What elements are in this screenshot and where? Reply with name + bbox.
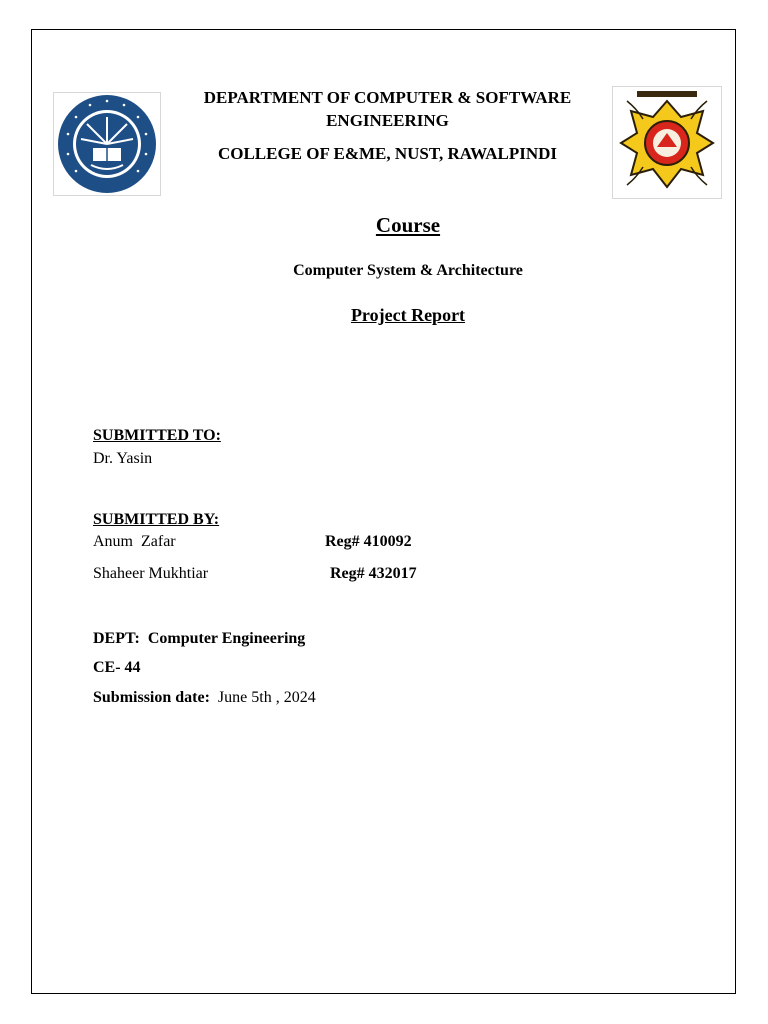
submission-date-label: Submission date: [93, 689, 210, 706]
nust-seal-icon [54, 93, 160, 195]
batch-line: CE- 44 [93, 659, 141, 676]
college-title: COLLEGE OF E&ME, NUST, RAWALPINDI [217, 144, 558, 163]
report-title: Project Report [350, 305, 466, 325]
eme-crest-icon [613, 87, 721, 198]
department-title-line2: ENGINEERING [326, 111, 449, 130]
course-name: Computer System & Architecture [293, 262, 523, 279]
student-name: Anum Zafar [93, 533, 176, 550]
student-reg: Reg# 432017 [330, 565, 417, 582]
nust-logo [53, 92, 161, 196]
course-heading: Course [375, 213, 441, 237]
supervisor-name: Dr. Yasin [93, 450, 153, 467]
student-reg: Reg# 410092 [325, 533, 412, 550]
student-name: Shaheer Mukhtiar [93, 565, 209, 582]
department-line: DEPT: Computer Engineering [93, 630, 306, 647]
department-title: DEPARTMENT OF COMPUTER & SOFTWARE [203, 88, 572, 107]
eme-logo [612, 86, 722, 199]
submitted-by-label: SUBMITTED BY: [93, 511, 220, 528]
submission-date-row [93, 689, 316, 707]
submitted-to-label: SUBMITTED TO: [93, 427, 221, 444]
submission-date-value: June 5th , 2024 [217, 689, 316, 706]
